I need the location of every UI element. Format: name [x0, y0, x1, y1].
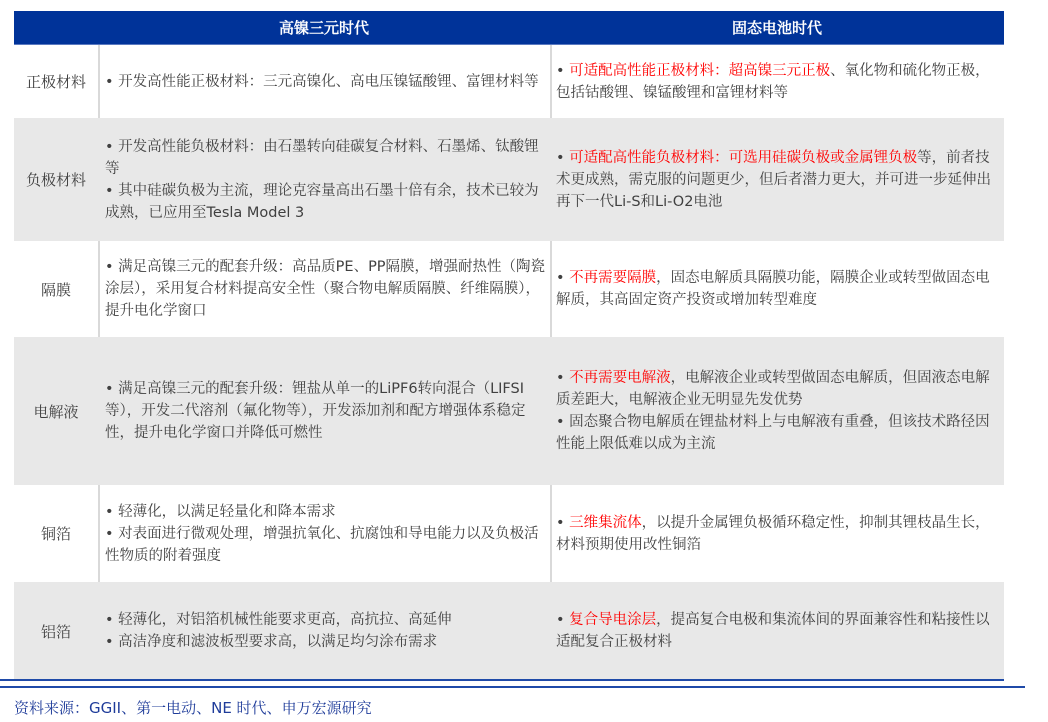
bullet: •	[556, 270, 570, 286]
bullet: •	[556, 612, 570, 628]
row-label: 电解液	[33, 402, 79, 421]
bullet-text: • 轻薄化，以满足轻量化和降本需求	[105, 503, 336, 520]
table-row-electrolyte	[14, 337, 1004, 485]
header-solid-state-era: 固态电池时代	[731, 19, 822, 37]
comparison-table	[14, 11, 1004, 680]
bullet-text: • 轻薄化，对铝箔机械性能要求更高，高抗拉、高延伸	[105, 612, 452, 628]
body-text: ，以提升金属锂负极循环稳定性，抑制其锂枝晶生长，材料预期使用改性铜箔	[556, 514, 990, 553]
header-high-nickel-era: 高镍三元时代	[278, 19, 369, 37]
bullet-text: • 其中硅碳负极为主流，理论克容量高出石墨十倍有余，技术已较为成熟，已应用至Tesla Model 3	[105, 182, 539, 221]
bullet-text: • 高洁净度和滤波板型要求高，以满足均匀涂布需求	[105, 634, 438, 650]
table-header	[14, 11, 1004, 45]
row-label: 正极材料	[25, 73, 86, 91]
bullet: •	[556, 414, 570, 430]
solid-state-cell	[550, 45, 1004, 118]
high-nickel-cell	[98, 582, 550, 680]
high-nickel-cell	[98, 485, 550, 582]
table-row-copper-foil	[14, 485, 1004, 582]
body-text: ，提高复合电极和集流体间的界面兼容性和粘接性以适配复合正极材料	[556, 612, 990, 650]
row-label: 隔膜	[40, 280, 71, 299]
solid-state-cell	[550, 485, 1004, 582]
bullet-text	[556, 367, 1000, 411]
table-bottom-rule	[0, 679, 1004, 681]
bullet-text	[556, 512, 1000, 556]
body-text: ，电解液企业或转型做固态电解质，但固液态电解质差距大，电解液企业无明显先发优势	[556, 370, 990, 408]
bullet: •	[556, 514, 570, 531]
highlight-text: 不再需要隔膜	[569, 270, 657, 286]
bullet: •	[556, 149, 570, 166]
highlight-text: 三维集流体	[569, 514, 642, 531]
bullet-text	[556, 60, 1000, 104]
footer-divider	[0, 686, 1025, 688]
table-row-aluminum-foil	[14, 582, 1004, 680]
high-nickel-cell	[98, 118, 550, 241]
highlight-text: 不再需要电解液	[569, 370, 671, 386]
bullet-text	[556, 411, 1000, 455]
high-nickel-cell	[98, 241, 550, 337]
bullet-text	[556, 147, 1000, 213]
bullet-text	[556, 609, 1000, 653]
source-note: 资料来源：GGII、第一电动、NE 时代、申万宏源研究	[14, 699, 372, 717]
solid-state-cell	[550, 582, 1004, 680]
bullet-text: • 满足高镍三元的配套升级：高品质PE、PP隔膜，增强耐热性（陶瓷涂层），采用复合材料提高安全性（聚合物电解质隔膜、纤维隔膜），提升电化学窗口	[105, 259, 546, 319]
table-row-anode	[14, 118, 1004, 241]
row-label: 铜箔	[40, 525, 71, 543]
bullet-text	[556, 267, 1000, 311]
bullet-text: • 满足高镍三元的配套升级：锂盐从单一的LiPF6转向混合（LIFSI等），开发二代溶剂（氟化物等），开发添加剂和配方增强体系稳定性，提升电化学窗口并降低可燃性	[105, 381, 526, 441]
bullet: •	[556, 370, 570, 386]
bullet: •	[556, 62, 570, 79]
bullet-text: • 开发高性能正极材料：三元高镍化、高电压镍锰酸锂、富锂材料等	[105, 73, 539, 90]
solid-state-cell	[550, 241, 1004, 337]
body-text: ，固态电解质具隔膜功能，隔膜企业或转型做固态电解质，其高固定资产投资或增加转型难度	[556, 270, 990, 308]
row-label: 铝箔	[40, 622, 71, 641]
solid-state-cell	[550, 337, 1004, 485]
solid-state-cell	[550, 118, 1004, 241]
body-text: 等，前者技术更成熟，需克服的问题更少，但后者潜力更大，并可进一步延伸出再下一代Li-S和Li-O2电池	[556, 149, 991, 210]
highlight-text: 复合导电涂层	[569, 612, 657, 628]
high-nickel-cell	[98, 45, 550, 118]
highlight-text: 可适配高性能负极材料：可选用硅碳负极或金属锂负极	[569, 149, 918, 166]
high-nickel-cell	[98, 337, 550, 485]
table-row-cathode	[14, 45, 1004, 118]
highlight-text: 可适配高性能正极材料：超高镍三元正极	[569, 62, 831, 79]
body-text: 固态聚合物电解质在锂盐材料上与电解液有重叠，但该技术路径因性能上限低难以成为主流	[556, 414, 990, 452]
header-category	[14, 11, 98, 44]
bullet-text: • 开发高性能负极材料：由石墨转向硅碳复合材料、石墨烯、钛酸锂等	[105, 138, 539, 177]
bullet-text: • 对表面进行微观处理，增强抗氧化、抗腐蚀和导电能力以及负极活性物质的附着强度	[105, 525, 539, 564]
table-row-separator	[14, 241, 1004, 337]
row-label: 负极材料	[25, 171, 86, 189]
body-text: 、氧化物和硫化物正极，包括钴酸锂、镍锰酸锂和富锂材料等	[556, 62, 990, 101]
